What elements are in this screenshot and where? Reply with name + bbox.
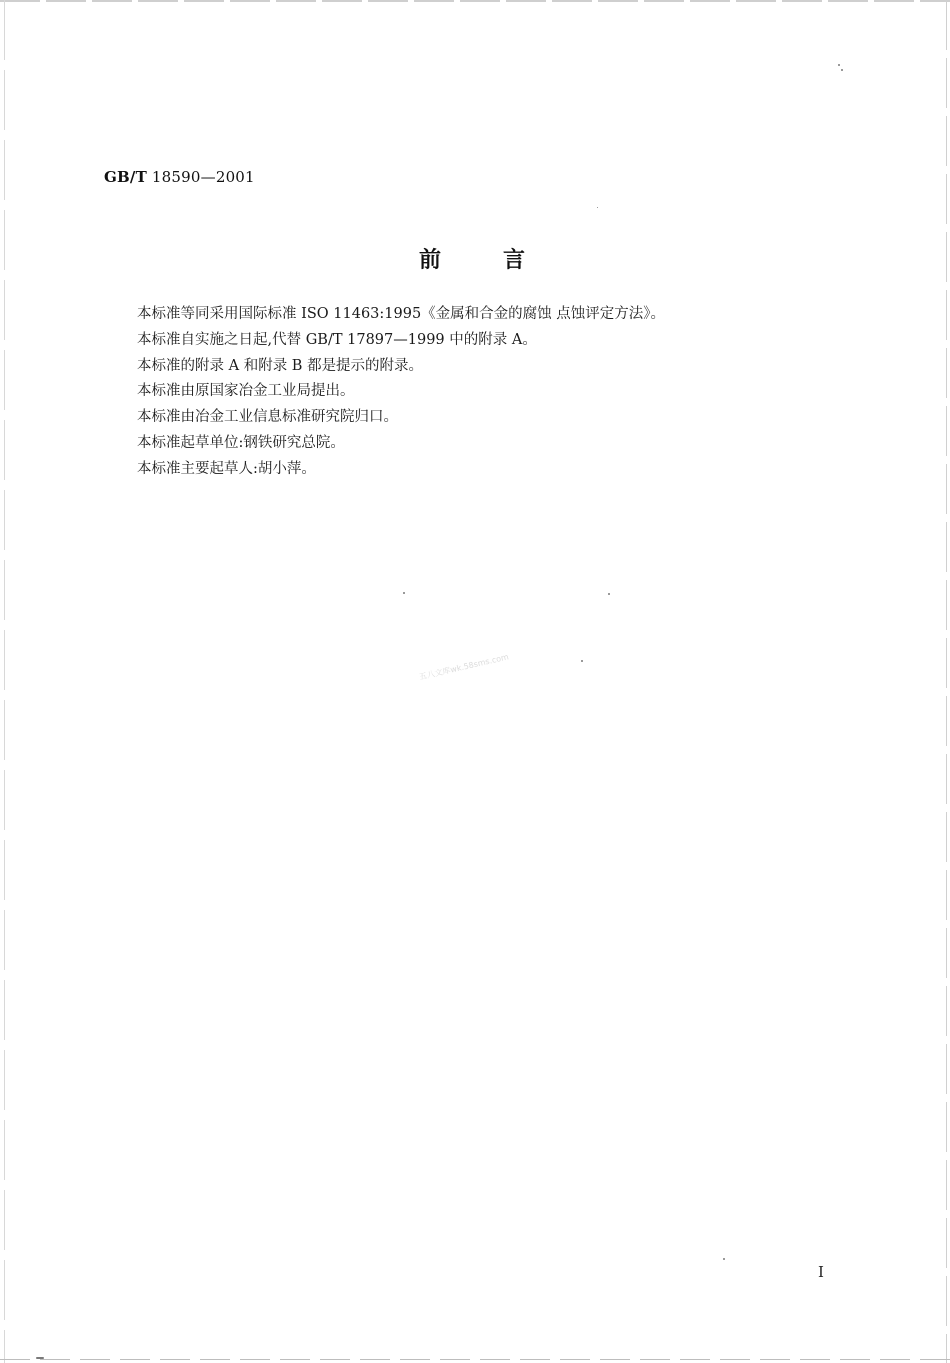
standard-number: 18590—2001: [151, 168, 255, 186]
scan-speck: [608, 593, 610, 595]
scan-border-right: [946, 0, 947, 1363]
foreword-paragraph: 本标准的附录 A 和附录 B 都是提示的附录。: [137, 357, 424, 374]
standard-code: [104, 168, 255, 186]
foreword-paragraph: 本标准主要起草人:胡小萍。: [137, 460, 316, 477]
page-title: 前言: [418, 247, 587, 273]
scan-speck: [581, 660, 583, 662]
page-number: I: [818, 1263, 824, 1281]
foreword-paragraph: 本标准由冶金工业信息标准研究院归口。: [137, 409, 398, 426]
foreword-paragraph: 本标准起草单位:钢铁研究总院。: [137, 434, 345, 451]
scan-speck: [841, 69, 843, 71]
scan-border-bottom: [0, 1359, 950, 1360]
scan-speck: [36, 1357, 44, 1359]
watermark: 五八文库wk.58sms.com: [418, 652, 510, 682]
scan-speck: [403, 592, 405, 594]
foreword-paragraph: 本标准自实施之日起,代替 GB/T 17897—1999 中的附录 A。: [137, 331, 537, 348]
scan-border-left: [4, 0, 5, 1363]
scan-speck: [723, 1258, 725, 1260]
foreword-paragraph: 本标准由原国家冶金工业局提出。: [137, 383, 355, 400]
foreword-body: [137, 302, 665, 483]
foreword-paragraph: 本标准等同采用国际标准 ISO 11463:1995《金属和合金的腐蚀 点蚀评定方法》。: [137, 306, 666, 322]
scan-border-top: [0, 0, 950, 2]
scan-speck: [838, 64, 840, 66]
standard-prefix: GB/T: [104, 168, 147, 186]
scan-speck: [597, 207, 598, 208]
